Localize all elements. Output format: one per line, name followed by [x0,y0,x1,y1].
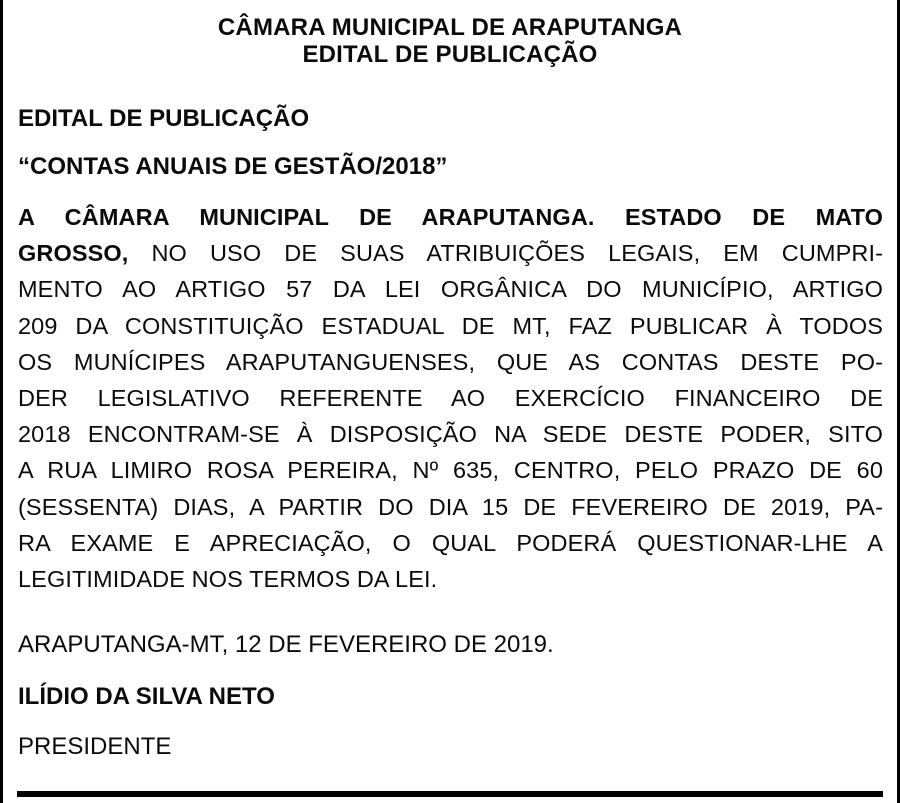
body-line: 209 DA CONSTITUIÇÃO ESTADUAL DE MT, FAZ PUBLICAR À TODOS [18,312,883,339]
document-header [3,0,897,68]
place-date: ARAPUTANGA-MT, 12 DE FEVEREIRO DE 2019. [18,631,554,658]
body-line [18,199,883,235]
bottom-divider [17,791,883,797]
body-line: RA EXAME E APRECIAÇÃO, O QUAL PODERÁ QUESTIONAR-LHE A [18,529,883,556]
header-institution: CÂMARA MUNICIPAL DE ARAPUTANGA [217,14,683,41]
edital-body [18,199,883,597]
body-line-text: A CÂMARA MUNICIPAL DE ARAPUTANGA. ESTADO DE MATO [18,204,883,230]
header-doc-type: EDITAL DE PUBLICAÇÃO [302,41,598,68]
body-line: LEGITIMIDADE NOS TERMOS DA LEI. [18,566,438,593]
body-line: (SESSENTA) DIAS, A PARTIR DO DIA 15 DE FEVEREIRO DE 2019, PA- [18,493,883,520]
edital-title: EDITAL DE PUBLICAÇÃO [18,105,310,132]
body-line: MENTO AO ARTIGO 57 DA LEI ORGÂNICA DO MUNICÍPIO, ARTIGO [18,276,883,303]
signatory-name: ILÍDIO DA SILVA NETO [18,683,275,710]
body-line: A RUA LIMIRO ROSA PEREIRA, Nº 635, CENTRO, PELO PRAZO DE 60 [18,457,883,484]
body-line: OS MUNÍCIPES ARAPUTANGUENSES, QUE AS CONTAS DESTE PO- [18,348,883,375]
body-line: 2018 ENCONTRAM-SE À DISPOSIÇÃO NA SEDE DESTE PODER, SITO [18,421,883,448]
body-line-text: NO USO DE SUAS ATRIBUIÇÕES LEGAIS, EM CUMPRI- [151,240,883,267]
body-line: DER LEGISLATIVO REFERENTE AO EXERCÍCIO FINANCEIRO DE [18,385,883,412]
signatory-title: PRESIDENTE [18,733,172,760]
body-line [18,235,883,271]
body-bold-text: GROSSO, [18,240,129,267]
edital-subject: “CONTAS ANUAIS DE GESTÃO/2018” [18,153,448,180]
